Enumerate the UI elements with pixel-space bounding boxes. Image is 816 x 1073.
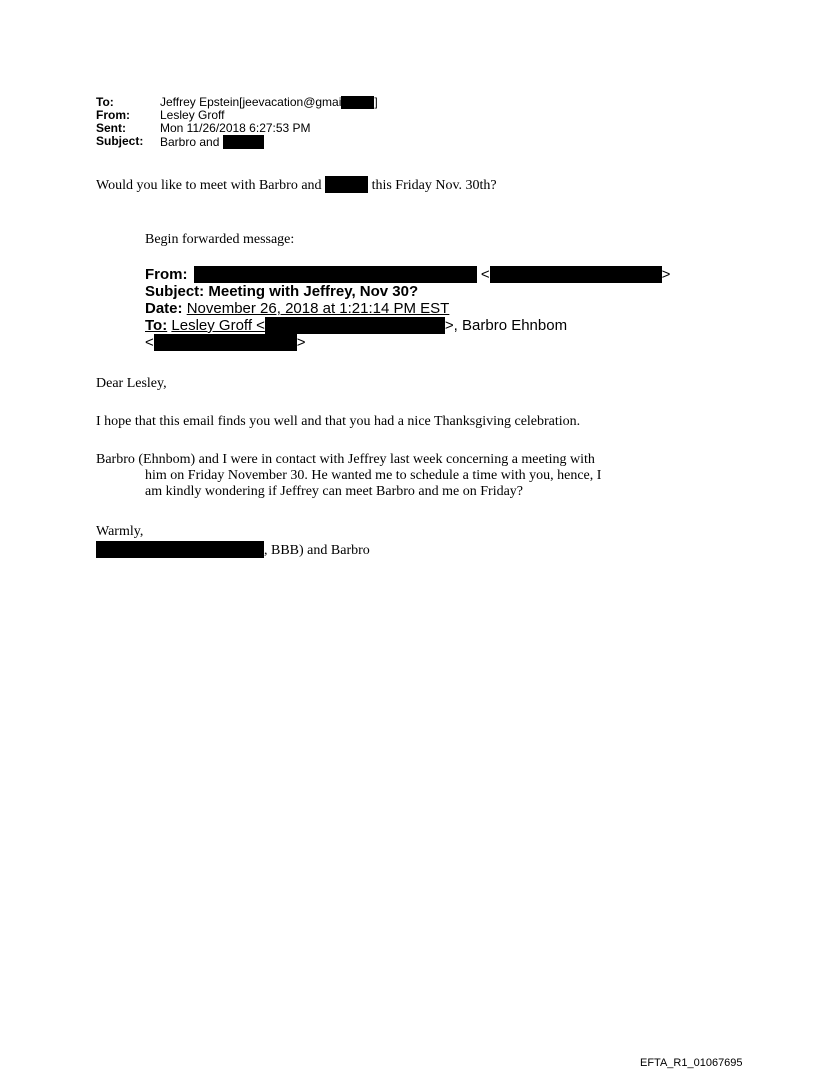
header-subject-value xyxy=(160,135,264,149)
redaction-bar xyxy=(490,266,662,283)
forwarded-date-value: November 26, 2018 at 1:21:14 PM EST xyxy=(186,300,450,317)
forwarded-to-line-2 xyxy=(145,334,670,351)
letter-paragraph-2-line-3: am kindly wondering if Jeffrey can meet Barbro and me on Friday? xyxy=(145,484,524,499)
header-to-row xyxy=(96,96,378,109)
redaction-bar xyxy=(96,541,264,558)
forwarded-to-label: To: xyxy=(145,317,168,334)
header-sent-value: Mon 11/26/2018 6:27:53 PM xyxy=(160,121,311,135)
forwarded-to2-gt: > xyxy=(296,334,306,351)
forwarded-date-label: Date: xyxy=(145,300,183,317)
redaction-bar xyxy=(325,176,368,193)
forwarded-from-label: From: xyxy=(145,266,188,283)
redaction-bar xyxy=(154,334,297,351)
header-from-label: From: xyxy=(96,108,130,122)
redaction-bar xyxy=(265,317,445,334)
forwarded-heading: Begin forwarded message: xyxy=(145,232,295,247)
letter-paragraph-1: I hope that this email finds you well and that you had a nice Thanksgiving celebration. xyxy=(96,414,581,429)
signature-text: , BBB) and Barbro xyxy=(264,543,370,558)
forwarded-date-line xyxy=(145,300,670,317)
forwarded-to-value: Lesley Groff < xyxy=(171,317,265,334)
header-subject-label: Subject: xyxy=(96,134,144,148)
document-id: EFTA_R1_01067695 xyxy=(640,1057,743,1069)
header-sent-label: Sent: xyxy=(96,121,126,135)
forwarded-subject-line xyxy=(145,283,670,300)
forwarded-from-lt: < xyxy=(480,266,490,283)
letter-greeting: Dear Lesley, xyxy=(96,376,167,391)
email-header xyxy=(96,96,378,149)
header-from-value: Lesley Groff xyxy=(160,108,225,122)
forwarded-subject-label: Subject: xyxy=(145,283,205,300)
intro-text-before: Would you like to meet with Barbro and xyxy=(96,178,322,193)
redaction-bar xyxy=(194,266,477,283)
forwarded-from-line xyxy=(145,266,670,283)
forwarded-to2-lt: < xyxy=(145,334,154,351)
letter-paragraph-2-line-2: him on Friday November 30. He wanted me to schedule a time with you, hence, I xyxy=(145,468,602,483)
forwarded-from-gt: > xyxy=(661,266,671,283)
redaction-bar xyxy=(341,96,374,109)
header-to-text: Jeffrey Epstein[jeevacation@gmai xyxy=(160,95,342,109)
forwarded-header xyxy=(145,266,670,351)
header-to-suffix: ] xyxy=(374,95,378,109)
redaction-bar xyxy=(223,135,264,149)
letter-paragraph-2 xyxy=(96,452,696,500)
intro-text-after: this Friday Nov. 30th? xyxy=(371,178,497,193)
header-subject-row xyxy=(96,135,378,149)
forwarded-to-line xyxy=(145,317,670,334)
forwarded-to-after: >, Barbro Ehnbom xyxy=(444,317,568,334)
letter-closing: Warmly, xyxy=(96,524,144,539)
header-to-label: To: xyxy=(96,95,114,109)
letter-paragraph-2-line-1: Barbro (Ehnbom) and I were in contact with Jeffrey last week concerning a meeting with xyxy=(96,452,595,467)
intro-line xyxy=(96,176,497,194)
letter-signature xyxy=(96,541,696,559)
header-subject-text: Barbro and xyxy=(160,135,220,149)
forwarded-subject-value: Meeting with Jeffrey, Nov 30? xyxy=(208,283,419,300)
